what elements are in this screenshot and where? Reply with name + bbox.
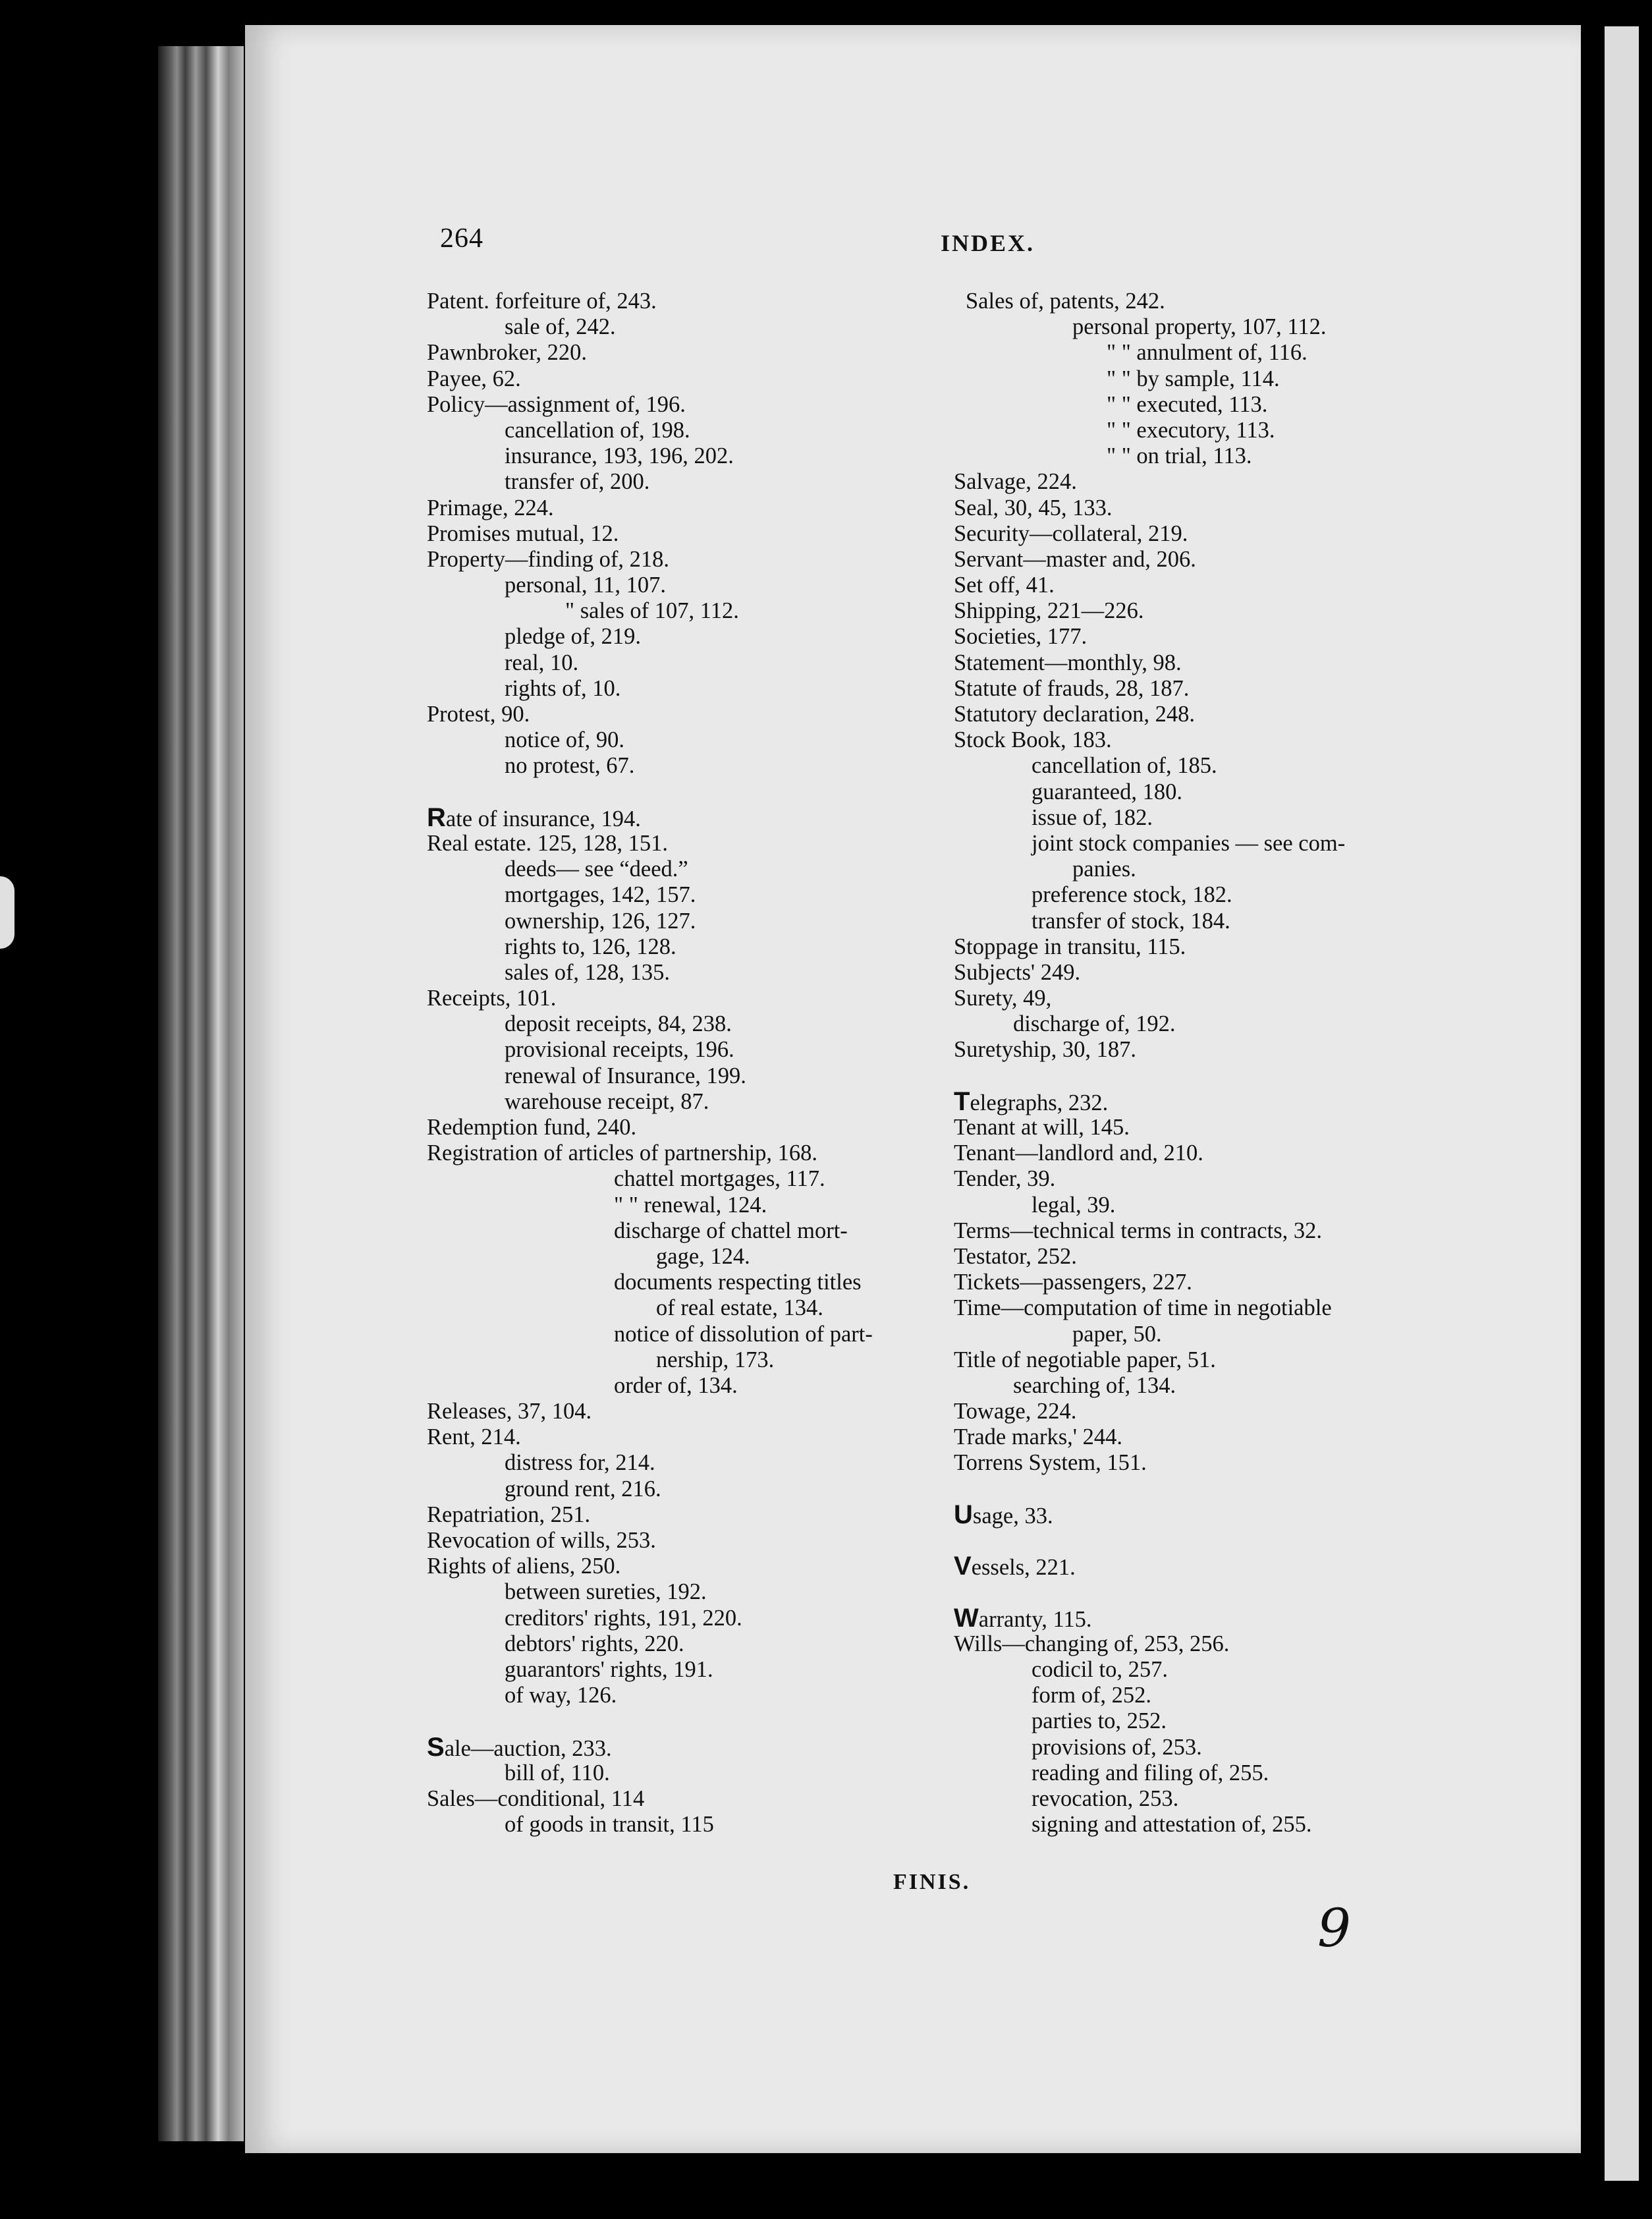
index-entry-text: provisions of, 253.	[1032, 1734, 1202, 1760]
section-initial: T	[954, 1086, 970, 1116]
index-entry-text: " " executory, 113.	[1107, 417, 1275, 443]
index-entry-text: Registration of articles of partnership, 168.	[427, 1140, 818, 1166]
index-entry	[427, 1450, 873, 1476]
index-entry	[954, 1011, 1345, 1037]
index-entry	[954, 1708, 1345, 1734]
section-initial: W	[954, 1603, 979, 1633]
index-entry	[954, 443, 1345, 469]
index-entry-text: Real estate. 125, 128, 151.	[427, 830, 669, 856]
index-entry	[954, 1631, 1345, 1657]
index-entry	[954, 1037, 1345, 1063]
index-entry-text: ownership, 126, 127.	[505, 908, 696, 934]
index-entry	[427, 495, 873, 521]
index-entry-text: sale of, 242.	[505, 314, 616, 340]
index-entry-text: of real estate, 134.	[656, 1295, 823, 1321]
index-entry-text: " " by sample, 114.	[1107, 366, 1280, 391]
index-entry	[427, 573, 873, 598]
index-entry	[427, 831, 873, 857]
index-entry-text: of goods in transit, 115	[505, 1812, 714, 1838]
index-entry	[427, 1554, 873, 1579]
index-entry-text: cancellation of, 185.	[1032, 753, 1217, 779]
index-entry-text: distress for, 214.	[505, 1450, 655, 1476]
index-entry-text: renewal of Insurance, 199.	[505, 1063, 746, 1088]
index-entry-text: notice of dissolution of part-	[614, 1321, 873, 1347]
index-entry-text: Societies, 177.	[954, 624, 1088, 650]
index-entry	[427, 1399, 873, 1424]
index-entry	[427, 1140, 873, 1166]
index-entry	[954, 1373, 1345, 1399]
index-entry	[954, 1193, 1345, 1218]
index-entry	[427, 547, 873, 573]
index-entry-text: Tickets—passengers, 227.	[954, 1270, 1192, 1295]
index-entry-text: insurance, 193, 196, 202.	[505, 443, 734, 469]
index-entry	[427, 1760, 873, 1786]
index-entry	[427, 624, 873, 650]
index-entry	[427, 1037, 873, 1063]
section-initial: S	[427, 1732, 445, 1762]
index-entry	[427, 702, 873, 727]
index-entry	[954, 469, 1345, 495]
index-entry	[427, 1732, 873, 1762]
index-entry	[427, 340, 873, 366]
index-entry-text: Redemption fund, 240.	[427, 1115, 637, 1140]
index-entry	[954, 1347, 1345, 1373]
index-entry-text: " " renewal, 124.	[614, 1192, 767, 1218]
index-entry-text: Suretyship, 30, 187.	[954, 1037, 1136, 1063]
index-entry	[427, 1606, 873, 1631]
index-entry	[427, 727, 873, 753]
index-entry-text: " sales of 107, 112.	[565, 598, 739, 624]
index-entry	[954, 1218, 1345, 1244]
index-entry	[427, 443, 873, 469]
index-entry	[954, 702, 1345, 727]
index-entry-text: order of, 134.	[614, 1372, 738, 1398]
index-entry-text: Title of negotiable paper, 51.	[954, 1347, 1216, 1372]
index-entry-text: between sureties, 192.	[505, 1579, 707, 1605]
index-entry-text: Policy—assignment of, 196.	[427, 391, 686, 417]
index-entry-text: Shipping, 221—226.	[954, 598, 1144, 624]
index-entry	[427, 1295, 873, 1321]
index-entry-text: Statement—monthly, 98.	[954, 650, 1182, 675]
index-entry-text: codicil to, 257.	[1032, 1656, 1168, 1682]
index-entry-text: Stoppage in transitu, 115.	[954, 934, 1186, 959]
index-entry-text: Revocation of wills, 253.	[427, 1528, 656, 1553]
index-entry	[954, 1244, 1345, 1270]
section-gap	[427, 1708, 873, 1734]
page-title: INDEX.	[941, 230, 1035, 256]
handwritten-mark: 9	[1317, 1897, 1351, 1959]
index-entry-text: Tenant at will, 145.	[954, 1115, 1130, 1140]
index-entry	[427, 960, 873, 986]
index-entry-text: signing and attestation of, 255.	[1032, 1812, 1312, 1838]
index-entry-text: panies.	[1072, 857, 1136, 882]
index-entry	[427, 650, 873, 676]
index-entry	[427, 857, 873, 882]
index-entry-text: rights of, 10.	[505, 675, 621, 701]
facing-page-edge	[1605, 26, 1639, 2181]
index-entry-text: real, 10.	[505, 650, 579, 675]
index-entry-text: reading and filing of, 255.	[1032, 1760, 1269, 1785]
index-entry	[954, 1424, 1345, 1450]
index-entry-text: Tenant—landlord and, 210.	[954, 1140, 1203, 1166]
index-entry-text: guarantors' rights, 191.	[505, 1656, 713, 1682]
index-entry	[427, 392, 873, 418]
index-entry-text: sage, 33.	[972, 1503, 1053, 1529]
index-entry-text: Statute of frauds, 28, 187.	[954, 675, 1190, 701]
index-entry	[954, 366, 1345, 392]
index-entry-text: Salvage, 224.	[954, 469, 1077, 495]
index-entry-text: ate of insurance, 194.	[445, 806, 641, 831]
index-entry-text: bill of, 110.	[505, 1760, 610, 1785]
index-entry-text: Set off, 41.	[954, 573, 1055, 598]
index-entry	[427, 314, 873, 340]
index-entry	[427, 1193, 873, 1218]
index-entry	[427, 1502, 873, 1528]
index-entry	[427, 1063, 873, 1089]
index-entry-text: chattel mortgages, 117.	[614, 1166, 825, 1192]
index-entry	[954, 1270, 1345, 1295]
index-entry	[954, 779, 1345, 805]
section-gap	[954, 1476, 1345, 1502]
index-entry	[427, 1579, 873, 1605]
section-gap	[954, 1579, 1345, 1605]
index-entry	[954, 1322, 1345, 1347]
index-entry	[954, 392, 1345, 418]
index-entry-text: " " annulment of, 116.	[1107, 340, 1308, 366]
index-entry-text: notice of, 90.	[505, 727, 625, 753]
index-entry-text: Sales—conditional, 114	[427, 1785, 645, 1811]
index-entry	[427, 1657, 873, 1683]
index-entry	[427, 1373, 873, 1399]
index-entry	[954, 857, 1345, 882]
index-entry-text: issue of, 182.	[1032, 804, 1153, 830]
index-entry	[427, 882, 873, 908]
index-entry	[954, 727, 1345, 753]
index-entry	[954, 1115, 1345, 1140]
index-entry-text: Primage, 224.	[427, 495, 554, 520]
index-entry-text: warehouse receipt, 87.	[505, 1088, 709, 1114]
index-entry-text: legal, 39.	[1032, 1192, 1116, 1218]
index-entry-text: Security—collateral, 219.	[954, 520, 1188, 546]
index-entry	[954, 547, 1345, 573]
index-entry	[427, 909, 873, 934]
index-entry	[954, 521, 1345, 547]
page-number: 264	[440, 223, 483, 254]
index-entry	[427, 1115, 873, 1140]
index-entry-text: deposit receipts, 84, 238.	[505, 1011, 732, 1037]
section-initial: U	[954, 1500, 973, 1529]
index-entry	[954, 1086, 1345, 1116]
index-entry	[427, 802, 873, 832]
finis-label: FINIS.	[893, 1870, 971, 1894]
index-entry	[954, 934, 1345, 960]
index-entry-text: discharge of, 192.	[1013, 1011, 1176, 1037]
scan-artifact	[0, 876, 14, 949]
index-entry	[427, 1528, 873, 1554]
index-entry-text: debtors' rights, 220.	[505, 1631, 684, 1656]
index-entry	[954, 753, 1345, 779]
index-entry	[427, 1322, 873, 1347]
index-entry-text: Property—finding of, 218.	[427, 546, 669, 572]
index-entry	[954, 495, 1345, 521]
section-initial: R	[427, 802, 446, 832]
index-entry-text: personal, 11, 107.	[505, 573, 666, 598]
index-entry	[954, 650, 1345, 676]
index-entry-text: rights to, 126, 128.	[505, 934, 676, 959]
index-entry-text: Sales of, patents, 242.	[966, 289, 1165, 314]
index-entry	[427, 753, 873, 779]
index-entry	[954, 624, 1345, 650]
index-entry-text: no protest, 67.	[505, 753, 635, 779]
index-entry	[954, 1450, 1345, 1476]
index-entry	[427, 418, 873, 443]
index-entry	[954, 1140, 1345, 1166]
index-entry-text: Rent, 214.	[427, 1424, 521, 1450]
index-entry	[954, 573, 1345, 598]
index-entry	[954, 1760, 1345, 1786]
index-entry	[427, 676, 873, 702]
index-entry-text: transfer of stock, 184.	[1032, 908, 1230, 934]
book-spine	[158, 46, 244, 2141]
index-entry	[954, 831, 1345, 857]
index-entry	[954, 1166, 1345, 1192]
index-entry-text: preference stock, 182.	[1032, 882, 1232, 908]
index-entry	[954, 1603, 1345, 1633]
index-entry-text: Receipts, 101.	[427, 986, 557, 1011]
index-entry-text: gage, 124.	[656, 1243, 750, 1269]
index-entry	[427, 521, 873, 547]
index-entry	[427, 1812, 873, 1838]
index-entry-text: Terms—technical terms in contracts, 32.	[954, 1218, 1322, 1243]
index-entry	[954, 314, 1345, 340]
index-entry-text: paper, 50.	[1072, 1321, 1162, 1347]
index-entry-text: nership, 173.	[656, 1347, 775, 1372]
index-entry-text: Pawnbroker, 220.	[427, 340, 587, 366]
index-entry-text: Payee, 62.	[427, 366, 521, 391]
index-entry-text: pledge of, 219.	[505, 624, 641, 650]
index-entry	[427, 934, 873, 960]
index-entry	[954, 1683, 1345, 1708]
index-entry-text: Statutory declaration, 248.	[954, 702, 1195, 727]
index-entry	[954, 676, 1345, 702]
index-entry-text: Trade marks,' 244.	[954, 1424, 1123, 1450]
index-entry-text: deeds— see “deed.”	[505, 857, 688, 882]
index-entry	[954, 1295, 1345, 1321]
index-entry-text: Protest, 90.	[427, 702, 530, 727]
index-entry	[954, 1554, 1345, 1579]
index-entry-text: Patent. forfeiture of, 243.	[427, 289, 657, 314]
index-entry-text: parties to, 252.	[1032, 1708, 1167, 1734]
index-entry	[427, 469, 873, 495]
index-entry-text: Tender, 39.	[954, 1166, 1056, 1192]
index-entry	[954, 1657, 1345, 1683]
index-entry-text: Surety, 49,	[954, 986, 1052, 1011]
index-entry	[427, 986, 873, 1011]
index-entry-text: sales of, 128, 135.	[505, 959, 671, 985]
index-entry	[427, 1011, 873, 1037]
index-entry-text: arranty, 115.	[978, 1606, 1092, 1632]
index-entry-text: transfer of, 200.	[505, 469, 650, 495]
index-entry-text: elegraphs, 232.	[970, 1090, 1109, 1115]
index-entry	[427, 1270, 873, 1295]
index-entry	[954, 986, 1345, 1011]
index-entry	[427, 1786, 873, 1812]
index-entry	[954, 882, 1345, 908]
index-entry	[954, 1399, 1345, 1424]
index-entry-text: Seal, 30, 45, 133.	[954, 495, 1113, 520]
index-entry-text: form of, 252.	[1032, 1683, 1152, 1708]
index-entry	[427, 1683, 873, 1708]
index-entry	[427, 366, 873, 392]
index-entry	[954, 340, 1345, 366]
index-entry	[427, 1244, 873, 1270]
index-entry-text: creditors' rights, 191, 220.	[505, 1605, 742, 1631]
index-entry	[954, 1735, 1345, 1760]
section-gap	[954, 1063, 1345, 1089]
index-entry	[954, 289, 1345, 314]
index-entry-text: Subjects' 249.	[954, 959, 1081, 985]
index-entry-text: ale—auction, 233.	[444, 1735, 612, 1761]
index-entry-text: Promises mutual, 12.	[427, 520, 619, 546]
index-entry	[427, 1089, 873, 1115]
index-entry-text: Rights of aliens, 250.	[427, 1554, 621, 1579]
index-entry-text: documents respecting titles	[614, 1270, 862, 1295]
index-entry-text: Time—computation of time in negotiable	[954, 1295, 1332, 1321]
index-entry	[427, 289, 873, 314]
index-entry-text: provisional receipts, 196.	[505, 1037, 734, 1063]
index-entry	[954, 909, 1345, 934]
index-entry	[954, 1502, 1345, 1528]
index-entry-text: Repatriation, 251.	[427, 1502, 591, 1527]
index-entry-text: essels, 221.	[971, 1555, 1076, 1581]
index-entry	[427, 598, 873, 624]
index-entry	[427, 1424, 873, 1450]
index-entry	[954, 1812, 1345, 1838]
index-entry-text: of way, 126.	[505, 1683, 617, 1708]
index-entry-text: ground rent, 216.	[505, 1476, 661, 1502]
index-entry-text: revocation, 253.	[1032, 1785, 1179, 1811]
index-entry	[427, 1631, 873, 1657]
index-entry	[954, 598, 1345, 624]
index-entry	[954, 960, 1345, 986]
index-entry-text: cancellation of, 198.	[505, 417, 690, 443]
index-entry	[427, 1476, 873, 1502]
index-entry	[954, 1786, 1345, 1812]
index-entry	[427, 1347, 873, 1373]
index-entry-text: joint stock companies — see com-	[1032, 830, 1346, 856]
index-column-right	[954, 289, 1345, 1838]
index-entry-text: Stock Book, 183.	[954, 727, 1112, 753]
index-entry-text: " " on trial, 113.	[1107, 443, 1252, 469]
index-entry-text: Wills—changing of, 253, 256.	[954, 1631, 1230, 1656]
index-entry-text: guaranteed, 180.	[1032, 779, 1182, 804]
index-entry-text: Testator, 252.	[954, 1243, 1077, 1269]
index-entry-text: " " executed, 113.	[1107, 391, 1268, 417]
index-entry-text: personal property, 107, 112.	[1072, 314, 1327, 340]
index-entry-text: Releases, 37, 104.	[427, 1399, 592, 1424]
index-entry	[427, 1166, 873, 1192]
index-entry	[954, 418, 1345, 443]
index-entry-text: Servant—master and, 206.	[954, 546, 1196, 572]
index-entry-text: mortgages, 142, 157.	[505, 882, 696, 908]
index-entry-text: discharge of chattel mort-	[614, 1218, 848, 1243]
index-entry-text: Towage, 224.	[954, 1399, 1077, 1424]
index-entry	[427, 1218, 873, 1244]
section-initial: V	[954, 1552, 972, 1581]
section-gap	[954, 1528, 1345, 1554]
index-entry	[954, 805, 1345, 831]
section-gap	[427, 779, 873, 805]
index-entry-text: searching of, 134.	[1013, 1372, 1176, 1398]
index-entry-text: Torrens System, 151.	[954, 1450, 1147, 1476]
index-column-left	[427, 289, 873, 1838]
